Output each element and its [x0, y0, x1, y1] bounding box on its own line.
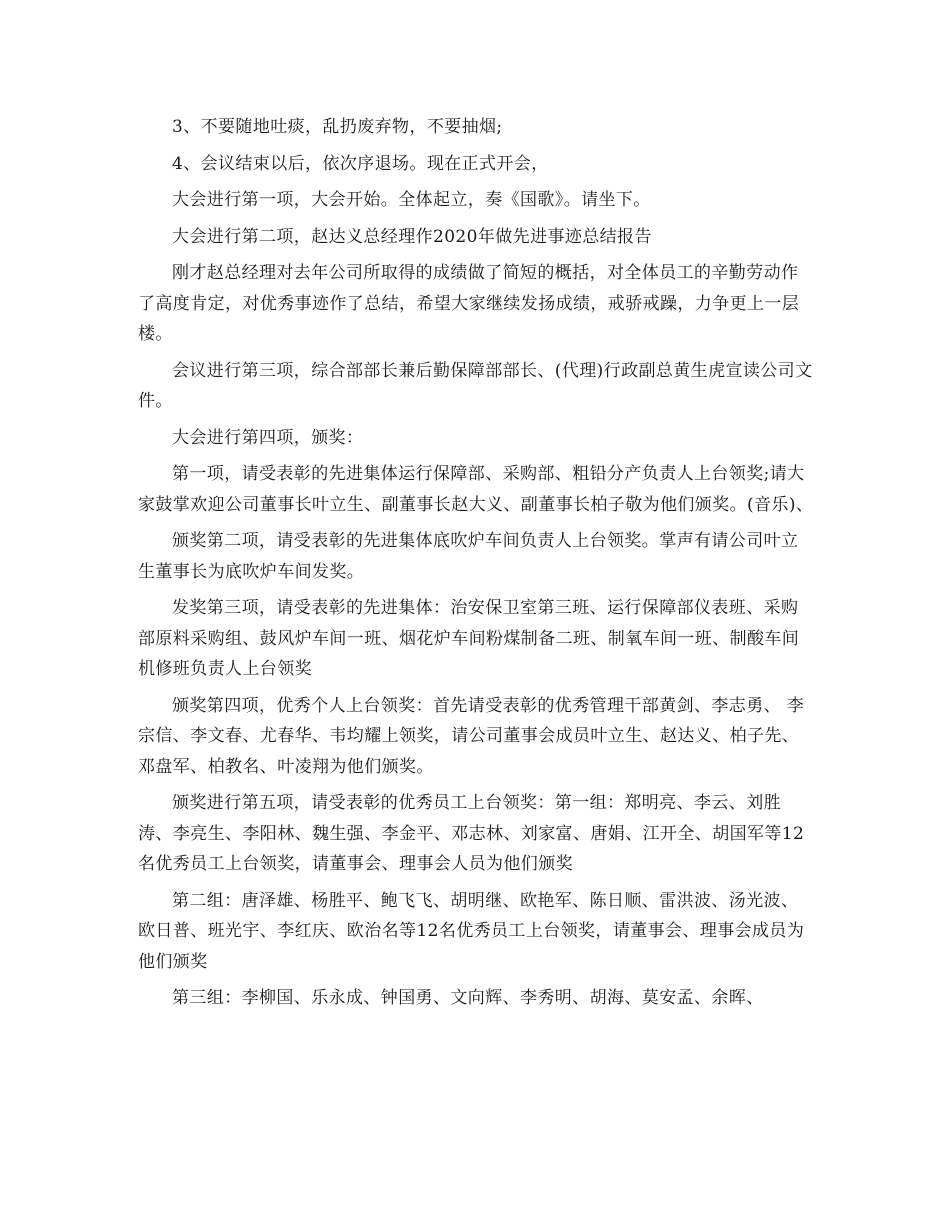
paragraph: 颁奖第四项，优秀个人上台领奖：首先请受表彰的优秀管理干部黄剑、李志勇、 李宗信、李文春、尤春华、韦均耀上领奖，请公司董事会成员叶立生、赵达义、柏子先、邓盘军、柏教名、叶凌翔为他们颁奖。	[138, 695, 805, 777]
paragraph: 第一项，请受表彰的先进集体运行保障部、采购部、粗铅分产负责人上台领奖;请大家鼓掌欢迎公司董事长叶立生、副董事长赵大义、副董事长柏子敬为他们颁奖。(音乐)、	[138, 464, 814, 515]
paragraph: 大会进行第四项，颁奖：	[172, 427, 364, 448]
paragraph: 发奖第三项，请受表彰的先进集体：治安保卫室第三班、运行保障部仪表班、采购部原料采购组、鼓风炉车间一班、烟花炉车间粉煤制备二班、制氧车间一班、制酸车间机修班负责人上台领奖	[138, 598, 800, 679]
paragraph: 3、不要随地吐痰，乱扔废弃物，不要抽烟;	[172, 117, 503, 137]
paragraph: 会议进行第三项，综合部部长兼后勤保障部部长、(代理)行政副总黄生虎宣读公司文件。	[138, 360, 813, 411]
paragraph: 第三组：李柳国、乐永成、钟国勇、文向辉、李秀明、胡海、莫安孟、余晖、	[172, 988, 764, 1008]
document-body	[138, 112, 814, 1014]
paragraph: 大会进行第二项，赵达义总经理作2020年做先进事迹总结报告	[172, 226, 652, 247]
paragraph: 4、会议结束以后，依次序退场。现在正式开会，	[172, 153, 549, 174]
paragraph: 颁奖进行第五项，请受表彰的优秀员工上台领奖：第一组：郑明亮、李云、刘胜涛、李亮生、李阳林、魏生强、李金平、邓志林、刘家富、唐娟、江开全、胡国军等12名优秀员工上台领奖，请董事会、理事会人员为他们颁奖	[138, 793, 805, 874]
paragraph: 大会进行第一项，大会开始。全体起立，奏《国歌》。请坐下。	[172, 190, 651, 210]
paragraph: 颁奖第二项，请受表彰的先进集体底吹炉车间负责人上台领奖。掌声有请公司叶立生董事长为底吹炉车间发奖。	[138, 531, 799, 582]
paragraph: 第二组：唐泽雄、杨胜平、鲍飞飞、胡明继、欧艳军、陈日顺、雷洪波、汤光波、欧日普、班光宇、李红庆、欧治名等12名优秀员工上台领奖，请董事会、理事会成员为他们颁奖	[138, 890, 805, 972]
paragraph: 刚才赵总经理对去年公司所取得的成绩做了简短的概括，对全体员工的辛勤劳动作了高度肯定，对优秀事迹作了总结，希望大家继续发扬成绩，戒骄戒躁，力争更上一层楼。	[138, 263, 800, 344]
